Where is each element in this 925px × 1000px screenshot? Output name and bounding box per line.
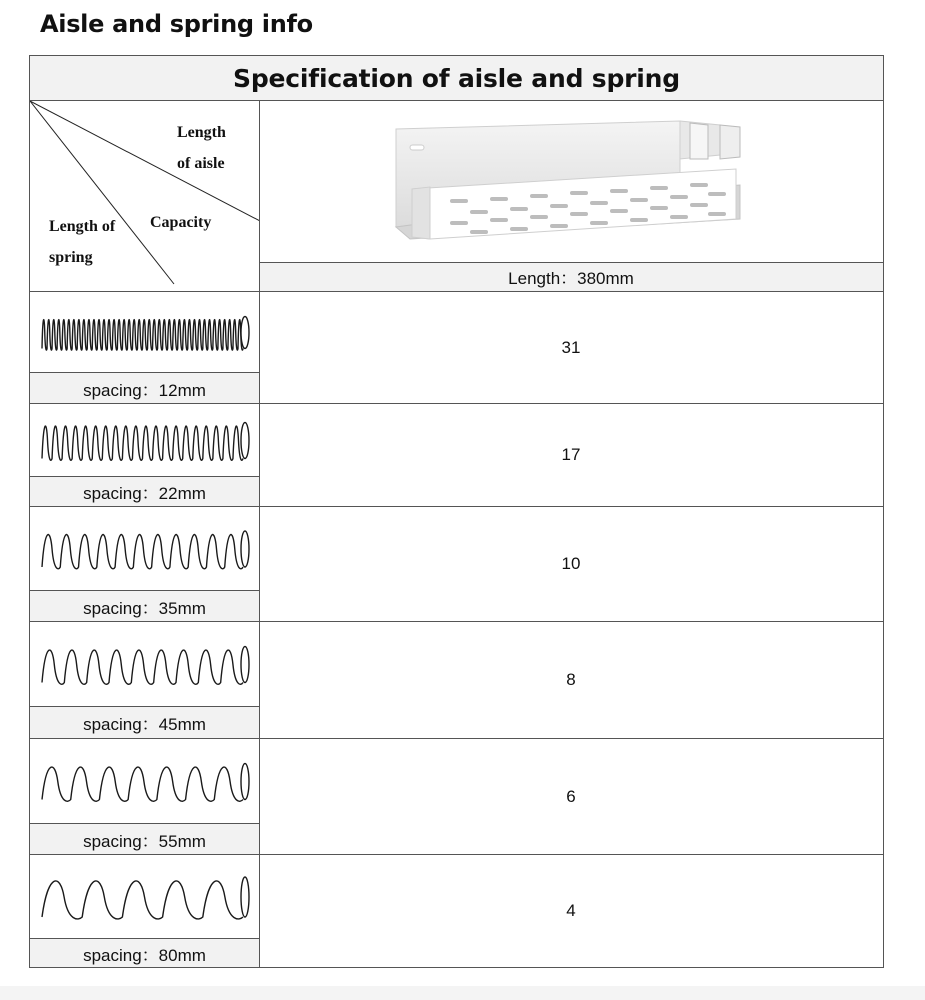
capacity-value: 8 (566, 670, 576, 689)
row-divider (30, 738, 883, 739)
spring-45mm-image (30, 622, 259, 707)
capacity-label: Capacity (150, 214, 212, 231)
spring-12mm-image (30, 292, 259, 373)
spring-end-loop (241, 423, 249, 459)
aisle-tray-image (390, 119, 750, 249)
spacing-label: spacing：55mm (30, 824, 259, 854)
row-divider (30, 403, 883, 404)
spring-coil (42, 881, 243, 919)
spring-end-loop (241, 877, 249, 917)
spring-coil (42, 535, 243, 569)
row-divider (30, 506, 883, 507)
spec-table (29, 55, 884, 968)
capacity-value: 10 (561, 554, 581, 573)
capacity-value: 6 (566, 786, 576, 806)
page-title: Aisle and spring info (40, 10, 313, 38)
spacing-label: spacing：80mm (30, 939, 259, 967)
row-divider (30, 823, 259, 824)
spring-end-loop (241, 531, 249, 567)
spring-coil (42, 320, 243, 350)
spring-80mm-image (30, 855, 259, 939)
spring-coil (42, 426, 243, 460)
capacity-value: 17 (561, 445, 581, 464)
row-divider (259, 262, 883, 263)
spring-35mm-image (30, 507, 259, 591)
length-of-spring-label: Length of spring (49, 218, 116, 266)
row-divider (30, 621, 883, 622)
aisle-image-cell (259, 101, 883, 262)
spring-end-loop (241, 647, 249, 683)
aisle-length-label: Length：380mm (259, 262, 883, 291)
capacity-value: 31 (561, 337, 581, 357)
row-divider (30, 854, 883, 855)
spacing-label: spacing：45mm (30, 707, 259, 738)
spring-end-loop (241, 317, 249, 349)
spacing-label: spacing：22mm (30, 477, 259, 506)
spring-end-loop (241, 764, 249, 800)
row-divider (30, 291, 883, 292)
row-divider (30, 590, 259, 591)
column-divider (259, 101, 260, 967)
capacity-value: 4 (566, 901, 576, 920)
corner-cell (30, 101, 259, 292)
length-of-aisle-label: Length of aisle (177, 124, 226, 172)
spring-22mm-image (30, 404, 259, 477)
spring-coil (42, 767, 243, 801)
table-header: Specification of aisle and spring (30, 56, 883, 101)
spring-55mm-image (30, 739, 259, 824)
spacing-label: spacing：35mm (30, 591, 259, 621)
row-divider (30, 938, 259, 939)
page-footer-strip (0, 986, 925, 1000)
row-divider (30, 706, 259, 707)
row-divider (30, 476, 259, 477)
row-divider (30, 372, 259, 373)
spacing-label: spacing：12mm (30, 373, 259, 403)
spring-coil (42, 650, 243, 684)
